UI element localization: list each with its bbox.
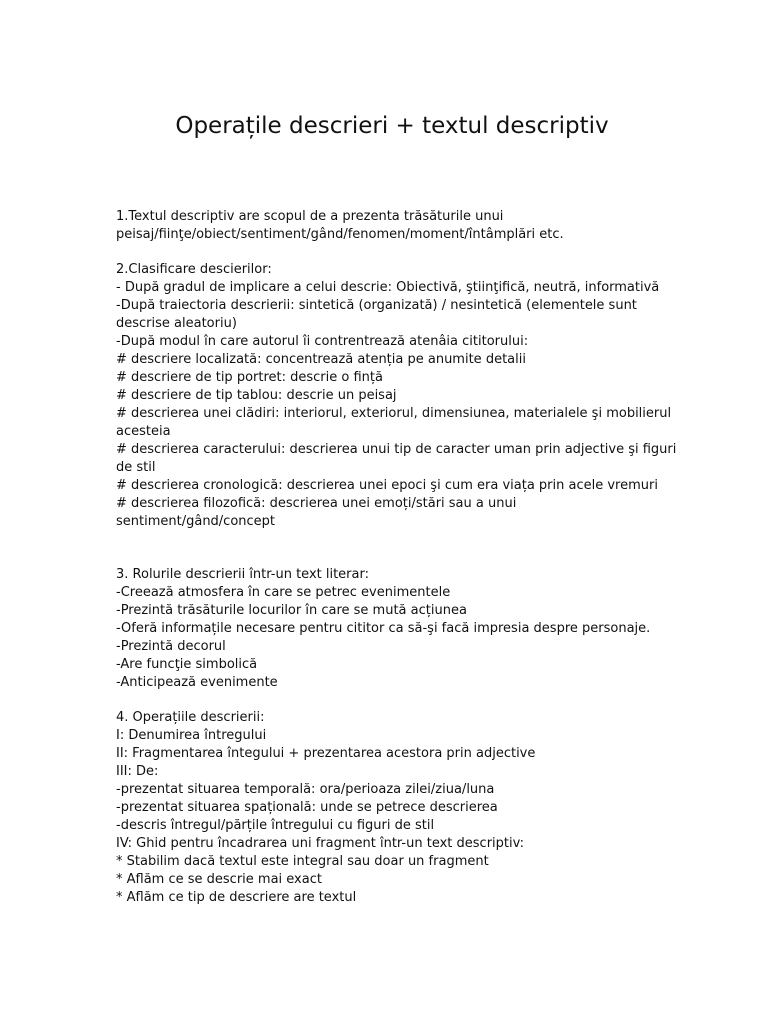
text-line: -Are funcţie simbolică (116, 657, 258, 672)
text-line: IV: Ghid pentru încadrarea uni fragment într-un text descriptiv: (116, 836, 524, 851)
text-line: -Anticipează evenimente (116, 675, 278, 690)
text-line: acesteia (116, 424, 171, 439)
text-line: # descriere de tip portret: descrie o fință (116, 370, 383, 385)
text-line: III: De: (116, 764, 159, 779)
text-line: * Aflăm ce se descrie mai exact (116, 872, 322, 887)
text-line: -Creează atmosfera în care se petrec evenimentele (116, 585, 451, 600)
text-line: -prezentat situarea spațională: unde se petrece descrierea (116, 800, 498, 815)
text-line: -Prezintă trăsăturile locurilor în care se mută acțiunea (116, 603, 467, 618)
text-line: I: Denumirea întregului (116, 728, 267, 743)
document-title: Operațile descrieri + textul descriptiv (175, 113, 609, 139)
section-heading: 2.Clasificare descierilor: (116, 262, 272, 277)
text-line: - După gradul de implicare a celui descrie: Obiectivă, ştiinţifică, neutră, informativă (116, 280, 660, 295)
text-line: * Aflăm ce tip de descriere are textul (116, 890, 357, 905)
section-operations (116, 709, 668, 907)
text-line: # descrierea caracterului: descrierea unui tip de caracter uman prin adjective şi figuri (116, 442, 677, 457)
text-line: # descriere de tip tablou: descrie un peisaj (116, 388, 397, 403)
text-line: 1.Textul descriptiv are scopul de a prezenta trăsăturile unui (116, 209, 504, 224)
text-line: peisaj/fiinţe/obiect/sentiment/gând/fenomen/moment/întâmplări etc. (116, 227, 564, 242)
text-line: -Prezintă decorul (116, 639, 226, 654)
text-line: -După modul în care autorul îi contrentrează atenâia cititorului: (116, 334, 529, 349)
text-line: * Stabilim dacă textul este integral sau doar un fragment (116, 854, 489, 869)
text-line: sentiment/gând/concept (116, 514, 276, 529)
text-line: # descrierea unei clădiri: interiorul, exteriorul, dimensiunea, materialele şi mobilierul (116, 406, 672, 421)
text-line: -După traiectoria descrierii: sintetică (organizată) / nesintetică (elementele sunt (116, 298, 637, 313)
text-line: # descriere localizată: concentrează atenția pe anumite detalii (116, 352, 526, 367)
section-classification (116, 261, 677, 531)
section-heading: 3. Rolurile descrierii într-un text literar: (116, 567, 369, 582)
text-line: # descrierea filozofică: descrierea unei emoți/stări sau a unui (116, 496, 517, 511)
text-line: -prezentat situarea temporală: ora/perioaza zilei/ziua/luna (116, 782, 495, 797)
text-line: de stil (116, 460, 156, 475)
text-line: -descris întregul/părțile întregului cu figuri de stil (116, 818, 435, 833)
text-line: # descrierea cronologică: descrierea unei epoci şi cum era viața prin acele vremuri (116, 478, 658, 493)
section-heading: 4. Operațiile descrierii: (116, 710, 265, 725)
text-line: descrise aleatoriu) (116, 316, 237, 331)
text-line: II: Fragmentarea întegului + prezentarea acestora prin adjective (116, 746, 536, 761)
text-line: -Oferă informațile necesare pentru cititor ca să-şi facă impresia despre personaje. (116, 621, 651, 636)
section-definition (116, 208, 668, 244)
section-roles (116, 566, 668, 692)
